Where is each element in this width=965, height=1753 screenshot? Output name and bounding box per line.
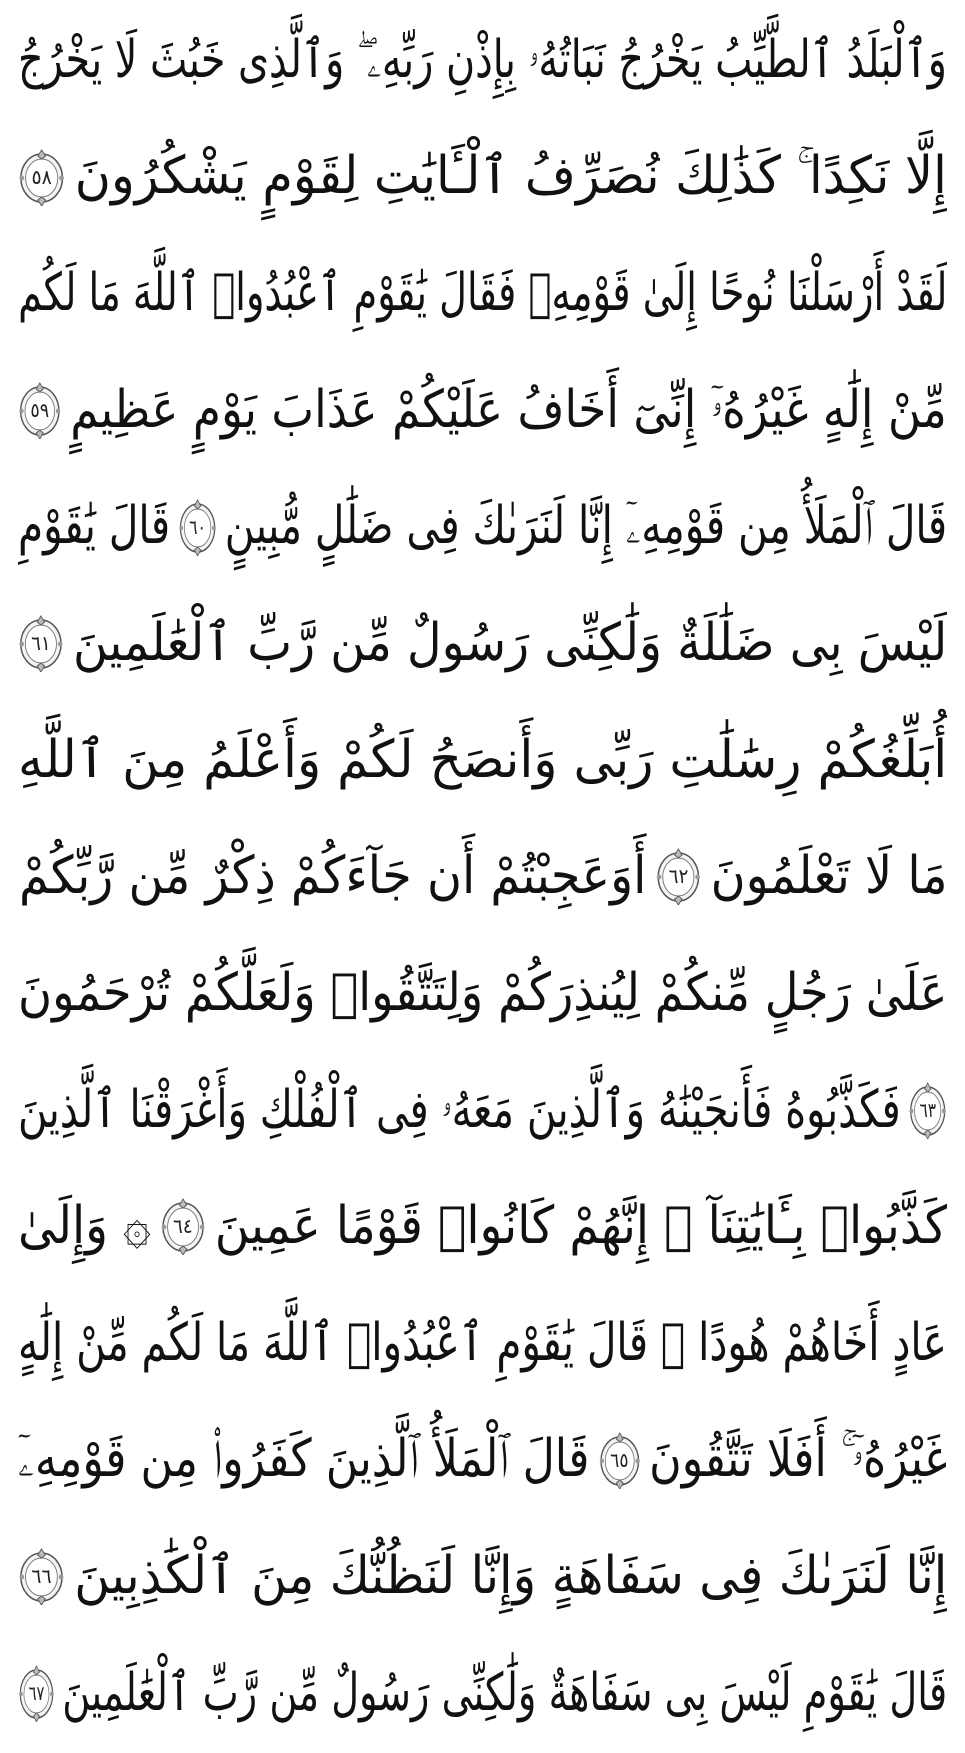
verse-line: [18, 1174, 947, 1278]
ayah-number: ٦٤: [172, 1214, 193, 1239]
ayah-number-marker: [655, 847, 701, 905]
verse-line-content: [18, 1312, 947, 1374]
verse-line-content: [18, 1195, 947, 1257]
verse-line: [18, 591, 947, 695]
ayah-number-marker: [18, 381, 62, 439]
verse-line: [18, 1641, 947, 1745]
verse-text: قَالَ يَٰقَوْمِ لَيْسَ بِى سَفَاهَةٌ وَلَٰكِنِّى رَسُولٌ مِّن رَّبِّ ٱلْعَٰلَمِينَ: [62, 1662, 947, 1723]
verse-line: [18, 1524, 947, 1628]
verse-line-content: [18, 495, 947, 557]
verse-line: [18, 1058, 947, 1162]
verse-line: [18, 8, 947, 112]
verse-line: [18, 358, 947, 462]
verse-line: [18, 1291, 947, 1395]
verse-line-content: [18, 145, 947, 207]
verse-line-content: [18, 729, 947, 791]
verse-line: [18, 941, 947, 1045]
verse-text: إِلَّا نَكِدًا ۚ كَذَٰلِكَ نُصَرِّفُ ٱلْـَٔايَٰتِ لِقَوْمٍ يَشْكُرُونَ: [75, 146, 947, 207]
verse-line: [18, 125, 947, 229]
ayah-number: ٥٩: [30, 397, 50, 422]
verse-line-content: [18, 1428, 947, 1490]
verse-line-content: [18, 29, 947, 91]
ayah-number-marker: [18, 148, 65, 206]
ayah-number-marker: [18, 614, 63, 672]
ayah-number: ٦٢: [668, 864, 688, 889]
verse-text: أَوَعَجِبْتُمْ أَن جَآءَكُمْ ذِكْرٌ مِّن رَّبِّكُمْ: [18, 846, 646, 907]
verse-text: عَادٍ أَخَاهُمْ هُودًا ۗ قَالَ يَٰقَوْمِ ٱعْبُدُوا۟ ٱللَّهَ مَا لَكُم مِّنْ إِلَٰهٍ: [18, 1312, 947, 1373]
verse-text: قَالَ ٱلْمَلَأُ ٱلَّذِينَ كَفَرُوا۟ مِن قَوْمِهِۦٓ: [18, 1429, 590, 1490]
ayah-number-marker: [18, 1547, 65, 1605]
verse-line: [18, 241, 947, 345]
verse-text: وَٱلْبَلَدُ ٱلطَّيِّبُ يَخْرُجُ نَبَاتُهُۥ بِإِذْنِ رَبِّهِۦ ۖ وَٱلَّذِى خَبُثَ لَا يَخْرُجُ: [18, 29, 947, 90]
verse-text: قَالَ ٱلْمَلَأُ مِن قَوْمِهِۦٓ إِنَّا لَنَرَىٰكَ فِى ضَلَٰلٍ مُّبِينٍ: [224, 496, 947, 557]
verse-text: مِّنْ إِلَٰهٍ غَيْرُهُۥٓ إِنِّىٓ أَخَافُ عَلَيْكُمْ عَذَابَ يَوْمٍ عَظِيمٍ: [70, 379, 947, 440]
ayah-number-marker: [18, 1664, 55, 1722]
ayah-number: ٦١: [30, 631, 51, 656]
ayah-number: ٦٥: [609, 1447, 629, 1472]
verse-text: كَذَّبُوا۟ بِـَٔايَٰتِنَآ ۚ إِنَّهُمْ كَانُوا۟ قَوْمًا عَمِينَ: [214, 1196, 947, 1257]
page-text-block: [18, 8, 947, 1745]
verse-line-content: [18, 1662, 947, 1724]
verse-text: مَا لَا تَعْلَمُونَ: [710, 846, 947, 907]
verse-text: قَالَ يَٰقَوْمِ: [18, 496, 171, 557]
verse-line-content: [18, 1545, 947, 1607]
ayah-number: ٦٠: [188, 514, 206, 539]
ayah-number-marker: [160, 1197, 206, 1255]
ayah-number-marker: [598, 1431, 641, 1489]
ayah-number-marker: [908, 1081, 947, 1139]
verse-text: فَكَذَّبُوهُ فَأَنجَيْنَٰهُ وَٱلَّذِينَ مَعَهُۥ فِى ٱلْفُلْكِ وَأَغْرَقْنَا ٱلَّذِينَ: [18, 1079, 901, 1140]
verse-text: إِنَّا لَنَرَىٰكَ فِى سَفَاهَةٍ وَإِنَّا لَنَظُنُّكَ مِنَ ٱلْكَٰذِبِينَ: [73, 1546, 947, 1607]
verse-line: [18, 475, 947, 579]
ayah-number: ٥٨: [31, 164, 53, 189]
ayah-number: ٦٦: [31, 1564, 52, 1589]
ayah-number: ٦٧: [28, 1680, 45, 1705]
verse-line: [18, 824, 947, 928]
verse-text: لَقَدْ أَرْسَلْنَا نُوحًا إِلَىٰ قَوْمِهِۦ فَقَالَ يَٰقَوْمِ ٱعْبُدُوا۟ ٱللَّهَ مَا لَكُم: [18, 263, 947, 324]
verse-text: لَيْسَ بِى ضَلَٰلَةٌ وَلَٰكِنِّى رَسُولٌ مِّن رَّبِّ ٱلْعَٰلَمِينَ: [72, 613, 947, 673]
verse-line-content: [18, 379, 947, 441]
verse-text: عَلَىٰ رَجُلٍ مِّنكُمْ لِيُنذِرَكُمْ وَلِتَتَّقُوا۟ وَلَعَلَّكُمْ تُرْحَمُونَ: [18, 962, 947, 1023]
verse-text: أُبَلِّغُكُمْ رِسَٰلَٰتِ رَبِّى وَأَنصَحُ لَكُمْ وَأَعْلَمُ مِنَ ٱللَّهِ: [18, 729, 947, 790]
verse-line-content: [18, 962, 947, 1024]
verse-line: [18, 708, 947, 812]
ayah-number-marker: [178, 498, 217, 556]
verse-text: ۞ وَإِلَىٰ: [18, 1196, 151, 1257]
verse-line: [18, 1408, 947, 1512]
ayah-number: ٦٣: [919, 1097, 936, 1122]
verse-line-content: [18, 262, 947, 324]
verse-line-content: [18, 612, 947, 674]
verse-line-content: [18, 1079, 947, 1141]
verse-line-content: [18, 845, 947, 907]
verse-text: غَيْرُهُۥٓ ۚ أَفَلَا تَتَّقُونَ: [648, 1429, 947, 1490]
